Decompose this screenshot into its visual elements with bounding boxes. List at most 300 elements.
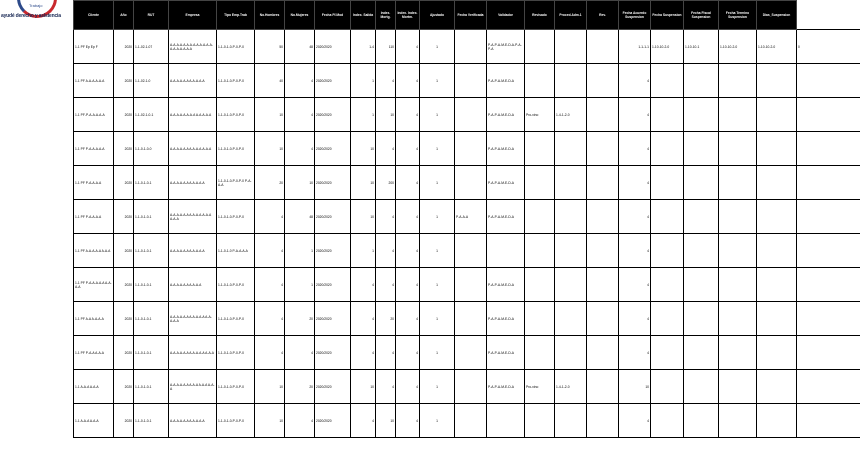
table-cell[interactable]: 50 (255, 30, 285, 64)
table-cell[interactable] (525, 234, 555, 268)
table-cell[interactable] (555, 64, 587, 98)
table-cell[interactable]: 110 (376, 30, 396, 64)
table-cell[interactable]: 10 (255, 132, 285, 166)
table-cell[interactable] (797, 336, 860, 370)
table-cell[interactable]: 4 (619, 98, 651, 132)
table-cell[interactable] (757, 404, 797, 438)
column-header[interactable]: Dias_Suspension (757, 1, 797, 30)
table-cell[interactable]: 200 (376, 166, 396, 200)
table-cell[interactable]: 1-1 PF P-A-A A-A-A (74, 336, 114, 370)
table-cell[interactable]: 1-1-02-1-0 (134, 64, 169, 98)
table-cell[interactable]: 4 (285, 404, 315, 438)
table-cell[interactable] (651, 98, 684, 132)
table-cell[interactable] (719, 336, 757, 370)
table-cell[interactable]: A-A-A-A-A-A A-A-A-A-A (169, 64, 217, 98)
table-cell[interactable]: 2020/2020 (315, 370, 351, 404)
column-header[interactable]: Fecha Fiscal Suspension (684, 1, 719, 30)
table-cell[interactable]: 1-10-10-2-0 (651, 30, 684, 64)
table-cell[interactable]: 4 (376, 370, 396, 404)
table-cell[interactable] (651, 336, 684, 370)
table-cell[interactable]: 2020 (114, 98, 134, 132)
table-cell[interactable]: 2020 (114, 268, 134, 302)
table-cell[interactable]: 10 (376, 404, 396, 438)
table-cell[interactable] (651, 64, 684, 98)
table-cell[interactable]: 1 (420, 200, 455, 234)
table-cell[interactable]: 1-4-1-2-0 (555, 98, 587, 132)
table-cell[interactable] (587, 234, 619, 268)
table-cell[interactable]: 10 (285, 166, 315, 200)
table-cell[interactable]: 4 (396, 234, 420, 268)
table-cell[interactable] (797, 98, 860, 132)
table-cell[interactable]: 1-1 PF P-A-A-A-A (74, 200, 114, 234)
table-cell[interactable]: Pro-vino (525, 370, 555, 404)
table-cell[interactable]: 2020 (114, 336, 134, 370)
table-cell[interactable]: 2020/2020 (315, 336, 351, 370)
table-cell[interactable]: 4 (351, 336, 376, 370)
table-cell[interactable]: 1-1-0-1-0-1 (134, 336, 169, 370)
table-cell[interactable]: 1-1-0-1-0-P-0-P-0 (217, 30, 255, 64)
table-cell[interactable] (455, 404, 487, 438)
table-cell[interactable] (455, 268, 487, 302)
table-cell[interactable]: 4 (396, 268, 420, 302)
table-cell[interactable] (797, 166, 860, 200)
table-cell[interactable] (455, 98, 487, 132)
table-cell[interactable]: 4 (619, 166, 651, 200)
table-cell[interactable]: 1-10-10-2-0 (757, 30, 797, 64)
table-cell[interactable]: 0 (797, 30, 860, 64)
table-cell[interactable]: 1-1-0-1-0-P-0-P-0 P-A-A-A (217, 166, 255, 200)
table-cell[interactable] (455, 166, 487, 200)
table-cell[interactable]: 10 (619, 370, 651, 404)
table-cell[interactable] (684, 302, 719, 336)
table-cell[interactable]: 1-10-10-2-0 (719, 30, 757, 64)
table-cell[interactable]: 4 (619, 234, 651, 268)
table-cell[interactable]: 4 (619, 268, 651, 302)
column-header[interactable]: Año (114, 1, 134, 30)
table-cell[interactable]: 1-1 PF P-A-A-A-A (74, 166, 114, 200)
table-cell[interactable]: 1-1-0-1-0-1 (134, 166, 169, 200)
table-cell[interactable]: 20 (285, 302, 315, 336)
table-cell[interactable] (455, 336, 487, 370)
table-cell[interactable]: 1 (420, 370, 455, 404)
table-cell[interactable]: 4 (255, 336, 285, 370)
table-cell[interactable]: A-A-A-A-A-A A-A-A-A-A-A-A A-A-A (169, 200, 217, 234)
table-row[interactable] (74, 98, 860, 132)
table-cell[interactable] (684, 98, 719, 132)
table-cell[interactable] (797, 200, 860, 234)
column-header[interactable]: Rev. (587, 1, 619, 30)
table-cell[interactable]: 4 (285, 98, 315, 132)
table-cell[interactable] (757, 64, 797, 98)
table-cell[interactable] (587, 200, 619, 234)
table-cell[interactable]: 1-1-0-1-0-1 (134, 370, 169, 404)
table-cell[interactable] (797, 234, 860, 268)
table-cell[interactable]: P-A-P-A-M-E-D-A (487, 268, 525, 302)
table-cell[interactable]: 1 (420, 302, 455, 336)
table-cell[interactable]: 1-10-10-1 (684, 30, 719, 64)
table-cell[interactable] (525, 404, 555, 438)
table-cell[interactable]: 1-1-0-1-0-P-0-P-0 (217, 268, 255, 302)
table-cell[interactable]: 2020/2020 (315, 302, 351, 336)
table-cell[interactable]: A-A-A-A-A-A A-A-A-A (169, 268, 217, 302)
table-cell[interactable] (455, 64, 487, 98)
table-cell[interactable]: 2020/2020 (315, 166, 351, 200)
table-cell[interactable]: 2020/2020 (315, 132, 351, 166)
table-cell[interactable] (651, 268, 684, 302)
column-header[interactable]: No.Mujeres (285, 1, 315, 30)
table-cell[interactable] (651, 404, 684, 438)
table-cell[interactable]: 1 (351, 64, 376, 98)
table-cell[interactable] (455, 30, 487, 64)
table-cell[interactable] (525, 166, 555, 200)
table-cell[interactable]: 2020/2020 (315, 200, 351, 234)
table-cell[interactable] (587, 370, 619, 404)
table-cell[interactable] (719, 64, 757, 98)
table-cell[interactable]: 4 (285, 132, 315, 166)
table-cell[interactable] (797, 370, 860, 404)
table-cell[interactable]: 2020 (114, 302, 134, 336)
table-cell[interactable]: 1 (420, 336, 455, 370)
table-row[interactable] (74, 132, 860, 166)
table-cell[interactable] (587, 64, 619, 98)
column-header[interactable]: Cliente (74, 1, 114, 30)
table-cell[interactable] (525, 30, 555, 64)
table-cell[interactable]: 2020/2020 (315, 234, 351, 268)
table-cell[interactable] (757, 132, 797, 166)
table-cell[interactable] (651, 234, 684, 268)
table-cell[interactable]: 4 (285, 336, 315, 370)
table-cell[interactable] (525, 200, 555, 234)
table-cell[interactable] (455, 234, 487, 268)
table-cell[interactable]: 1-1 PF Ep Ep F (74, 30, 114, 64)
column-header[interactable]: Index. Index. Mortm. (396, 1, 420, 30)
table-cell[interactable] (719, 98, 757, 132)
table-cell[interactable]: 1 (420, 268, 455, 302)
column-header[interactable]: Ajustado (420, 1, 455, 30)
table-cell[interactable] (487, 404, 525, 438)
table-cell[interactable]: 1 (420, 234, 455, 268)
table-cell[interactable] (587, 98, 619, 132)
table-cell[interactable]: 10 (376, 98, 396, 132)
table-cell[interactable]: 1-1 A-A-A A-A-A (74, 404, 114, 438)
table-cell[interactable] (555, 336, 587, 370)
column-header[interactable]: Validador (487, 1, 525, 30)
table-cell[interactable] (757, 302, 797, 336)
table-cell[interactable] (587, 404, 619, 438)
table-cell[interactable]: A-A-A-A-A-A A-A-A-A-A (169, 404, 217, 438)
table-cell[interactable]: A-A-A-A-A-A A-A-A-A-A A-A-A-A-A (169, 302, 217, 336)
table-cell[interactable] (587, 302, 619, 336)
table-cell[interactable]: 48 (285, 30, 315, 64)
table-cell[interactable] (719, 200, 757, 234)
column-header[interactable]: Fecha Termino Suspension (719, 1, 757, 30)
table-cell[interactable] (684, 132, 719, 166)
column-header[interactable]: No.Hombres (255, 1, 285, 30)
table-cell[interactable]: 1-1 PF P-A-A-A-A-A A-A-A-A (74, 268, 114, 302)
table-cell[interactable]: 20 (255, 166, 285, 200)
table-cell[interactable]: 4 (396, 64, 420, 98)
table-cell[interactable]: P-A-P-A-M-E-D-A (487, 132, 525, 166)
table-cell[interactable]: 4 (619, 302, 651, 336)
table-cell[interactable]: 20 (285, 370, 315, 404)
table-cell[interactable]: 1-1 PF A-A A-A-A-A (74, 302, 114, 336)
table-cell[interactable]: Pro-vino (525, 98, 555, 132)
table-cell[interactable] (757, 166, 797, 200)
table-cell[interactable]: 1-1-0-1-0-1 (134, 234, 169, 268)
table-cell[interactable]: 4 (376, 268, 396, 302)
table-cell[interactable] (719, 132, 757, 166)
table-cell[interactable] (651, 200, 684, 234)
table-cell[interactable] (797, 404, 860, 438)
table-cell[interactable] (487, 234, 525, 268)
table-cell[interactable]: 1 (420, 64, 455, 98)
table-cell[interactable]: 2020 (114, 200, 134, 234)
table-row[interactable] (74, 268, 860, 302)
table-cell[interactable]: 2020 (114, 64, 134, 98)
table-cell[interactable]: 4 (351, 268, 376, 302)
table-cell[interactable]: 1-1 PF A-A-A-A-A A-A-A (74, 234, 114, 268)
table-cell[interactable]: 1-1 PF P-A-A-A-A-A (74, 132, 114, 166)
column-header[interactable]: Fecha Verificada (455, 1, 487, 30)
table-cell[interactable]: 1 (420, 166, 455, 200)
table-cell[interactable] (651, 302, 684, 336)
table-cell[interactable] (455, 132, 487, 166)
table-cell[interactable]: P-A-P-A-M-E-D-A (487, 336, 525, 370)
table-cell[interactable]: 1-1-0-1-0-P-0-P-0 (217, 302, 255, 336)
table-row[interactable] (74, 336, 860, 370)
table-cell[interactable] (719, 404, 757, 438)
column-header[interactable]: Proced.Adm.1 (555, 1, 587, 30)
table-cell[interactable] (455, 302, 487, 336)
table-cell[interactable] (525, 302, 555, 336)
table-cell[interactable]: 1-1-0-1-0-0 (134, 132, 169, 166)
table-cell[interactable]: 4 (396, 370, 420, 404)
table-cell[interactable] (757, 98, 797, 132)
table-cell[interactable]: 1-1 A-A-A A-A-A (74, 370, 114, 404)
table-cell[interactable]: 1-1-02-1-0-1 (134, 98, 169, 132)
table-cell[interactable] (684, 200, 719, 234)
table-cell[interactable]: 4 (619, 64, 651, 98)
column-header[interactable]: Fecha Acuerdo Suspension (619, 1, 651, 30)
column-header[interactable]: Fecha Ff.Mod (315, 1, 351, 30)
table-cell[interactable]: 4 (376, 200, 396, 234)
table-cell[interactable]: 4 (376, 336, 396, 370)
table-cell[interactable]: 1-1 PF-P-A-A-A-A-A (74, 98, 114, 132)
table-cell[interactable]: 1-1-0-1-0-P-0-P-0 (217, 336, 255, 370)
table-row[interactable] (74, 166, 860, 200)
table-cell[interactable]: 4 (619, 336, 651, 370)
table-cell[interactable]: 4 (255, 200, 285, 234)
table-cell[interactable] (525, 336, 555, 370)
table-cell[interactable] (587, 166, 619, 200)
table-cell[interactable]: 4 (376, 234, 396, 268)
table-cell[interactable]: 2020/2020 (315, 30, 351, 64)
table-cell[interactable]: 4 (396, 404, 420, 438)
table-cell[interactable]: A-A-A-A-A-A A-A-A-A-A (169, 166, 217, 200)
table-cell[interactable] (651, 166, 684, 200)
table-cell[interactable] (587, 30, 619, 64)
table-cell[interactable] (555, 404, 587, 438)
table-cell[interactable] (684, 234, 719, 268)
table-cell[interactable]: A-A-A-A-A-A-A-A-A-A-A-A-A-A-A-A-A-A-A-A (169, 30, 217, 64)
table-cell[interactable]: 4 (396, 302, 420, 336)
table-cell[interactable] (555, 200, 587, 234)
table-cell[interactable]: 4 (376, 132, 396, 166)
table-cell[interactable]: 2020/2020 (315, 268, 351, 302)
table-cell[interactable]: A-A-A-A-A-A A-A-A-A-A (169, 234, 217, 268)
table-cell[interactable] (719, 302, 757, 336)
table-cell[interactable]: 1-1-0-1-0-P-0-P-0 (217, 370, 255, 404)
table-cell[interactable]: 1-4-1-2-0 (555, 370, 587, 404)
table-cell[interactable] (587, 268, 619, 302)
table-cell[interactable]: 1-4 (351, 30, 376, 64)
table-cell[interactable]: 4 (255, 268, 285, 302)
table-cell[interactable] (797, 268, 860, 302)
table-cell[interactable]: 4 (619, 132, 651, 166)
table-cell[interactable]: 1 (420, 404, 455, 438)
table-cell[interactable] (684, 268, 719, 302)
table-cell[interactable] (555, 30, 587, 64)
table-cell[interactable]: 4 (396, 200, 420, 234)
table-cell[interactable]: P-A-P-A-M-E-D-A (487, 370, 525, 404)
table-cell[interactable] (587, 132, 619, 166)
table-cell[interactable]: 4 (396, 98, 420, 132)
table-cell[interactable]: 40 (255, 64, 285, 98)
table-cell[interactable]: P-A-P-A-M-E-D-A-P-A-P-A (487, 30, 525, 64)
table-cell[interactable] (555, 302, 587, 336)
table-cell[interactable] (587, 336, 619, 370)
table-cell[interactable]: 20 (376, 302, 396, 336)
column-header[interactable]: Fecha Suspension (651, 1, 684, 30)
table-cell[interactable]: 2020 (114, 166, 134, 200)
table-cell[interactable] (651, 132, 684, 166)
table-cell[interactable] (555, 166, 587, 200)
table-cell[interactable]: 1 (420, 132, 455, 166)
table-cell[interactable]: 10 (351, 370, 376, 404)
table-cell[interactable]: 1-1-0-1-0-1 (134, 404, 169, 438)
table-cell[interactable]: 1-1-0-1-0-P-0-P-0 (217, 98, 255, 132)
table-cell[interactable]: 4 (396, 132, 420, 166)
table-cell[interactable] (555, 268, 587, 302)
table-cell[interactable] (555, 132, 587, 166)
table-cell[interactable]: 1-1-02-1-07 (134, 30, 169, 64)
table-cell[interactable] (757, 336, 797, 370)
table-cell[interactable]: 1-1-0-1-0 P-A-A-A-A (217, 234, 255, 268)
table-row[interactable] (74, 302, 860, 336)
table-cell[interactable]: 4 (255, 302, 285, 336)
table-cell[interactable] (555, 234, 587, 268)
table-cell[interactable]: 10 (351, 166, 376, 200)
table-row[interactable] (74, 200, 860, 234)
table-cell[interactable] (525, 64, 555, 98)
table-cell[interactable] (797, 302, 860, 336)
table-cell[interactable]: P-A-P-A-M-E-D-A (487, 200, 525, 234)
column-header[interactable]: Empresa (169, 1, 217, 30)
table-cell[interactable] (719, 234, 757, 268)
table-cell[interactable] (525, 132, 555, 166)
table-cell[interactable] (797, 132, 860, 166)
table-cell[interactable]: 10 (255, 370, 285, 404)
table-cell[interactable]: 4 (351, 404, 376, 438)
table-cell[interactable]: 4 (619, 404, 651, 438)
table-cell[interactable]: 48 (285, 200, 315, 234)
column-header[interactable]: RUT (134, 1, 169, 30)
column-header[interactable]: Revisado (525, 1, 555, 30)
table-cell[interactable]: 2020 (114, 404, 134, 438)
table-cell[interactable]: 1 (351, 234, 376, 268)
table-cell[interactable]: 1-1-0-1-0-P-0-P-0 (217, 404, 255, 438)
table-cell[interactable]: A-A-A-A-A-A-A-A A-A-A-A-A (169, 98, 217, 132)
table-cell[interactable] (757, 200, 797, 234)
table-cell[interactable]: P-A-P-A-M-E-D-A (487, 302, 525, 336)
table-cell[interactable]: P-A-P-A-M-E-D-A (487, 98, 525, 132)
table-cell[interactable]: 4 (396, 30, 420, 64)
table-cell[interactable]: 1 (351, 98, 376, 132)
table-cell[interactable]: A-A-A-A-A-A A-A-A-A-A A-A-A (169, 336, 217, 370)
table-cell[interactable] (684, 166, 719, 200)
table-cell[interactable]: 1 (285, 268, 315, 302)
table-cell[interactable]: 4 (285, 64, 315, 98)
table-cell[interactable]: 4 (255, 234, 285, 268)
column-header[interactable]: Tipo Emp.Trab (217, 1, 255, 30)
table-cell[interactable]: 1-1-0-1-0-1 (134, 200, 169, 234)
table-cell[interactable]: 2020/2020 (315, 64, 351, 98)
table-cell[interactable] (719, 370, 757, 404)
column-header[interactable]: Index. Mortg. (376, 1, 396, 30)
table-cell[interactable]: 4 (396, 166, 420, 200)
table-cell[interactable]: 2020 (114, 132, 134, 166)
table-cell[interactable]: 1-1-0-1-0-P-0-P-0 (217, 132, 255, 166)
table-cell[interactable]: 1-1-1-1 (619, 30, 651, 64)
table-cell[interactable]: 2020/2020 (315, 98, 351, 132)
table-row[interactable] (74, 234, 860, 268)
table-cell[interactable]: 1-1 PF A-A-A-A-A-A (74, 64, 114, 98)
table-cell[interactable] (684, 370, 719, 404)
table-cell[interactable]: A-A-A-A-A-A A-A-A-A-A-A-A (169, 132, 217, 166)
table-cell[interactable]: 2020 (114, 30, 134, 64)
table-cell[interactable] (757, 234, 797, 268)
table-cell[interactable]: P-A-A-A (455, 200, 487, 234)
table-cell[interactable]: 10 (351, 200, 376, 234)
table-cell[interactable]: P-A-P-A-M-E-D-A (487, 166, 525, 200)
table-cell[interactable]: 2020 (114, 370, 134, 404)
table-cell[interactable] (651, 370, 684, 404)
table-cell[interactable] (684, 404, 719, 438)
table-cell[interactable]: 1-1-0-1-0-1 (134, 268, 169, 302)
table-cell[interactable] (719, 268, 757, 302)
table-cell[interactable]: 1-1-0-1-0-1 (134, 302, 169, 336)
table-cell[interactable]: 4 (351, 302, 376, 336)
table-cell[interactable]: 2020/2020 (315, 404, 351, 438)
table-cell[interactable]: 1-1-0-1-0-P-0-P-0 (217, 64, 255, 98)
table-cell[interactable]: 4 (396, 336, 420, 370)
table-cell[interactable]: P-A-P-A-M-E-D-A (487, 64, 525, 98)
table-row[interactable] (74, 370, 860, 404)
table-row[interactable] (74, 404, 860, 438)
table-cell[interactable] (525, 268, 555, 302)
table-cell[interactable]: A-A-A-A-A-A A-A-A A-A-A A-A-A (169, 370, 217, 404)
table-cell[interactable] (757, 268, 797, 302)
table-cell[interactable] (684, 64, 719, 98)
table-row[interactable] (74, 64, 860, 98)
table-cell[interactable]: 10 (351, 132, 376, 166)
table-cell[interactable]: 10 (255, 98, 285, 132)
table-cell[interactable]: 10 (255, 404, 285, 438)
table-cell[interactable] (797, 64, 860, 98)
column-header[interactable]: Index. Salida (351, 1, 376, 30)
table-cell[interactable] (757, 370, 797, 404)
table-cell[interactable] (455, 370, 487, 404)
